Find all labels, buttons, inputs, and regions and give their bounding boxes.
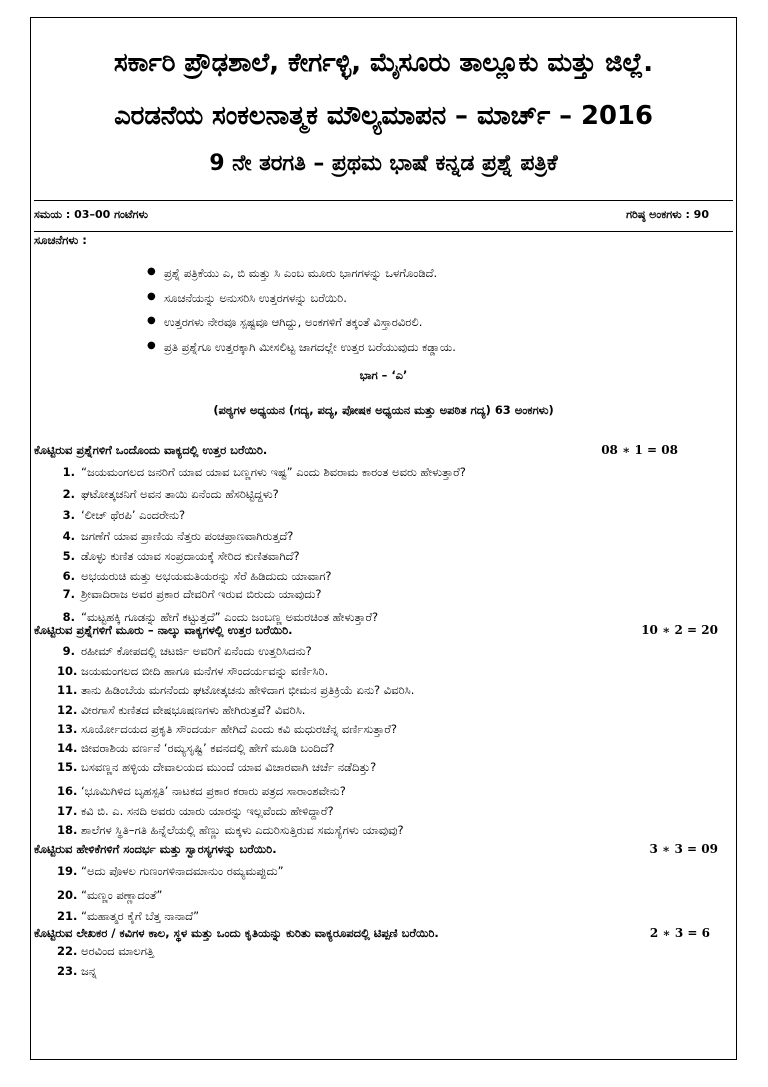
section-heading: ಕೊಟ್ಟಿರುವ ಲೇಖಕರ / ಕವಿಗಳ ಕಾಲ, ಸ್ಥಳ ಮತ್ತು ಒಂದು ಕೃತಿಯನ್ನು ಕುರಿತು ವಾಕ್ಯರೂಪದಲ್ಲಿ ಟಿಪ್ಪಣಿ ಬರೆಯಿರಿ. [34,926,439,940]
question-item: 15. ಬಸವಣ್ಣನ ಹಳ್ಳಿಯ ದೇವಾಲಯದ ಮುಂದೆ ಯಾವ ವಿಚಾರವಾಗಿ ಚರ್ಚೆ ನಡೆದಿತ್ತು? [57,760,377,774]
question-item: 7. ಶ್ರೀವಾದಿರಾಜ ಅವರ ಪ್ರಕಾರ ದೇವರಿಗೆ ಇರುವ ಬಿರುದು ಯಾವುದು? [62,587,322,601]
instruction-item: ● ಸೂಚನೆಯನ್ನು ಅನುಸರಿಸಿ ಉತ್ತರಗಳನ್ನು ಬರೆಯಿರಿ. [164,291,347,306]
question-item: 20. “ಮಣ್ಣಂ ಪಣ್ಣಾದಂತೆ” [57,888,163,902]
question-item: 19. “ಅದು ಪೊಳಲ ಗುಣಂಗಳಿನಾದಮಾನುಂ ರಮ್ಯಮಪ್ಪುದು” [57,864,284,878]
question-item: 1. “ಜಯಮಂಗಲದ ಜನರಿಗೆ ಯಾವ ಯಾವ ಬಣ್ಣಗಳು ಇಷ್ಟ” ಎಂದು ಶಿವರಾಮ ಕಾರಂತ ಅವರು ಹೇಳುತ್ತಾರೆ? [62,465,466,479]
question-item: 13. ಸೂರ್ಯೋದಯದ ಪ್ರಕೃತಿ ಸೌಂದರ್ಯ ಹೇಗಿದೆ ಎಂದು ಕವಿ ಮಧುರಚೆನ್ನ ವರ್ಣಿಸುತ್ತಾರೆ? [57,722,397,736]
question-item: 8. “ಮಟ್ಟಹಕ್ಕಿ ಗೂಡನ್ನು ಹೇಗೆ ಕಟ್ಟುತ್ತದೆ” ಎಂದು ಜಂಬಣ್ಣ ಅಮರಚಿಂತ ಹೇಳುತ್ತಾರೆ? [62,610,379,624]
question-item: 4. ಜಗಣೆಗೆ ಯಾವ ಪ್ರಾಣಿಯ ನೆತ್ತರು ಪಂಚಪ್ರಾಣವಾಗಿರುತ್ತದೆ? [62,529,294,543]
instructions-title: ಸೂಚನೆಗಳು : [34,233,87,247]
paper-title: 9 ನೇ ತರಗತಿ – ಪ್ರಥಮ ಭಾಷೆ ಕನ್ನಡ ಪ್ರಶ್ನೆ ಪತ್ರಿಕೆ [209,151,558,176]
question-item: 18. ಶಾಲೆಗಳ ಸ್ಥಿತಿ–ಗತಿ ಹಿನ್ನೆಲೆಯಲ್ಲಿ ಹೆಣ್ಣು ಮಕ್ಕಳು ಎದುರಿಸುತ್ತಿರುವ ಸಮಸ್ಯೆಗಳು ಯಾವುವು? [57,823,404,837]
question-item: 6. ಅಭಯರುಚಿ ಮತ್ತು ಅಭಯಮತಿಯರನ್ನು ಸೆರೆ ಹಿಡಿದುದು ಯಾವಾಗ? [62,569,332,583]
section-marks: 2 ∗ 3 = 6 [649,926,710,940]
instruction-item: ● ಪ್ರಶ್ನೆ ಪತ್ರಿಕೆಯು ಎ, ಬಿ ಮತ್ತು ಸಿ ಎಂಬ ಮೂರು ಭಾಗಗಳನ್ನು ಒಳಗೊಂಡಿದೆ. [164,266,437,281]
question-paper-page [30,17,737,1060]
question-item: 14. ಜೀವರಾಶಿಯ ವರ್ಣನೆ ‘ರಮ್ಯಸೃಷ್ಟಿ’ ಕವನದಲ್ಲಿ ಹೇಗೆ ಮೂಡಿ ಬಂದಿದೆ? [57,741,335,755]
question-item: 12. ವೀರಗಾಸೆ ಕುಣಿತದ ವೇಷಭೂಷಣಗಳು ಹೇಗಿರುತ್ತವೆ? ವಿವರಿಸಿ. [57,703,306,717]
max-marks-label: ಗರಿಷ್ಠ ಅಂಕಗಳು : 90 [626,208,709,221]
question-item: 16. ‘ಭೂಮಿಗಿಳಿದ ಬೃಹಸ್ಪತಿ’ ನಾಟಕದ ಪ್ರಕಾರ ಕರಾರು ಪತ್ರದ ಸಾರಾಂಶವೇನು? [57,784,346,798]
time-label: ಸಮಯ : 03–00 ಗಂಟೆಗಳು [34,208,148,221]
school-title: ಸರ್ಕಾರಿ ಪ್ರೌಢಶಾಲೆ, ಕೇರ್ಗಳ್ಳಿ, ಮೈಸೂರು ತಾಲ್ಲೂಕು ಮತ್ತು ಜಿಲ್ಲೆ. [113,48,654,78]
section-heading: ಕೊಟ್ಟಿರುವ ಹೇಳಿಕೆಗಳಿಗೆ ಸಂದರ್ಭ ಮತ್ತು ಸ್ವಾರಸ್ಯಗಳನ್ನು ಬರೆಯಿರಿ. [34,842,277,856]
part-title: ಭಾಗ – ‘ಎ’ [359,368,408,382]
exam-title: ಎರಡನೆಯ ಸಂಕಲನಾತ್ಮಕ ಮೌಲ್ಯಮಾಪನ – ಮಾರ್ಚ್ – 2016 [114,101,653,131]
question-item: 3. ‘ಲೀಚ್ ಥೆರಪಿ’ ಎಂದರೇನು? [62,508,186,522]
part-subtitle: (ಪಠ್ಯಗಳ ಅಧ್ಯಯನ (ಗದ್ಯ, ಪದ್ಯ, ಪೋಷಕ ಅಧ್ಯಯನ ಮತ್ತು ಅಪಠಿತ ಗದ್ಯ) 63 ಅಂಕಗಳು) [213,403,554,417]
instruction-item: ● ಪ್ರತಿ ಪ್ರಶ್ನೆಗೂ ಉತ್ತರಕ್ಕಾಗಿ ಮೀಸಲಿಟ್ಟ ಜಾಗದಲ್ಲೇ ಉತ್ತರ ಬರೆಯುವುದು ಕಡ್ಡಾಯ. [164,340,456,355]
section-marks: 08 ∗ 1 = 08 [601,443,678,457]
question-item: 9. ರಹೀಮ್ ಕೋಪದಲ್ಲಿ ಚಟರ್ಜಿ ಅವರಿಗೆ ಏನೆಂದು ಉತ್ತರಿಸಿದನು? [62,644,312,658]
time-marks-bar [34,200,733,232]
section-heading: ಕೊಟ್ಟಿರುವ ಪ್ರಶ್ನೆಗಳಿಗೆ ಒಂದೊಂದು ವಾಕ್ಯದಲ್ಲಿ ಉತ್ತರ ಬರೆಯಿರಿ. [34,443,268,457]
question-item: 5. ಡೊಳ್ಳು ಕುಣಿತ ಯಾವ ಸಂಪ್ರದಾಯಕ್ಕೆ ಸೇರಿದ ಕುಣಿತವಾಗಿದೆ? [62,549,300,563]
question-item: 17. ಕವಿ ಬಿ. ಎ. ಸನದಿ ಅವರು ಯಾರು ಯಾರನ್ನು ಇಲ್ಲವೆಂದು ಹೇಳಿದ್ದಾರೆ? [57,804,334,818]
section-marks: 10 ∗ 2 = 20 [641,623,718,637]
question-item: 22. ಅರವಿಂದ ಮಾಲಗತ್ತಿ [57,944,154,958]
section-heading: ಕೊಟ್ಟಿರುವ ಪ್ರಶ್ನೆಗಳಿಗೆ ಮೂರು – ನಾಲ್ಕು ವಾಕ್ಯಗಳಲ್ಲಿ ಉತ್ತರ ಬರೆಯಿರಿ. [34,623,293,637]
instruction-item: ● ಉತ್ತರಗಳು ನೇರವೂ ಸ್ಪಷ್ಟವೂ ಆಗಿದ್ದು, ಅಂಕಗಳಿಗೆ ತಕ್ಕಂತೆ ವಿಸ್ತಾರವಿರಲಿ. [164,315,422,330]
question-item: 23. ಜನ್ನ [57,964,97,978]
question-item: 10. ಜಯಮಂಗಲದ ಬೀದಿ ಹಾಗೂ ಮನೆಗಳ ಸೌಂದರ್ಯವನ್ನು ವರ್ಣಿಸಿರಿ. [57,664,329,678]
section-marks: 3 ∗ 3 = 09 [649,842,718,856]
question-item: 21. “ಮಹಾತ್ಮರ ಕೈಗೆ ಬೆತ್ತ ನಾನಾದೆ” [57,909,200,923]
question-item: 2. ಘಟೋತ್ಕಚನಿಗೆ ಅವನ ತಾಯಿ ಏನೆಂದು ಹೆಸರಿಟ್ಟಿದ್ದಳು? [62,487,279,501]
question-item: 11. ತಾನು ಹಿಡಿಂಬೆಯ ಮಗನೆಂದು ಘಟೋತ್ಕಚನು ಹೇಳಿದಾಗ ಭೀಮನ ಪ್ರತಿಕ್ರಿಯೆ ಏನು? ವಿವರಿಸಿ. [57,683,415,697]
